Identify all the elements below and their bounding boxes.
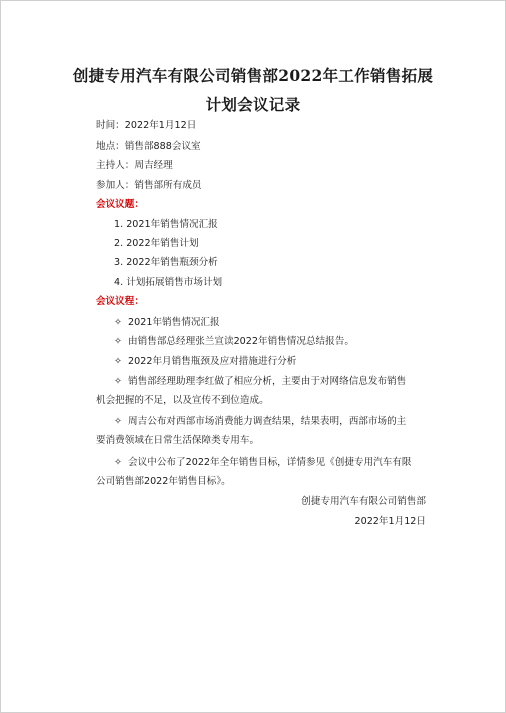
process-bullet-continuation: 要消费领域在日常生活保障类专用车。 bbox=[96, 435, 260, 446]
process-bullet-continuation: 公司销售部2022年销售目标》。 bbox=[96, 476, 231, 487]
process-heading: 会议议程： bbox=[96, 296, 144, 307]
document-title-line2: 计划会议记录 bbox=[205, 95, 301, 114]
agenda-item: 3. 2022年销售瓶颈分析 bbox=[114, 257, 218, 268]
process-bullet-text: 销售部经理助理李红做了相应分析，主要由于对网络信息发布销售 bbox=[128, 376, 407, 387]
meeting-attendees: 参加人：销售部所有成员 bbox=[96, 180, 202, 191]
diamond-bullet-icon: ✧ bbox=[114, 416, 123, 427]
process-bullet-continuation: 机会把握的不足，以及宣传不到位造成。 bbox=[96, 395, 269, 406]
agenda-item: 1. 2021年销售情况汇报 bbox=[114, 219, 218, 230]
signature-org: 创捷专用汽车有限公司销售部 bbox=[301, 496, 426, 507]
process-bullet bbox=[114, 457, 412, 469]
process-bullet-text: 2021年销售情况汇报 bbox=[128, 317, 220, 328]
process-bullet bbox=[114, 416, 406, 428]
agenda-item: 4. 计划拓展销售市场计划 bbox=[114, 277, 223, 288]
diamond-bullet-icon: ✧ bbox=[114, 356, 123, 367]
process-bullet bbox=[114, 336, 354, 348]
process-bullet-text: 周吉公布对西部市场消费能力调查结果，结果表明，西部市场的主 bbox=[128, 416, 407, 427]
document-title-line1: 创捷专用汽车有限公司销售部2022年工作销售拓展 bbox=[72, 66, 434, 85]
signature-date: 2022年1月12日 bbox=[354, 516, 426, 527]
diamond-bullet-icon: ✧ bbox=[114, 376, 123, 387]
meeting-host: 主持人：周吉经理 bbox=[96, 160, 173, 171]
process-bullet bbox=[114, 317, 220, 329]
diamond-bullet-icon: ✧ bbox=[114, 457, 123, 468]
agenda-heading: 会议议题： bbox=[96, 199, 144, 210]
process-bullet-text: 由销售部总经理张兰宣读2022年销售情况总结报告。 bbox=[128, 336, 354, 347]
meeting-time: 时间：2022年1月12日 bbox=[96, 120, 197, 131]
process-bullet-text: 会议中公布了2022年全年销售目标，详情参见《创捷专用汽车有限 bbox=[128, 457, 412, 468]
process-bullet bbox=[114, 376, 406, 388]
process-bullet bbox=[114, 356, 296, 368]
diamond-bullet-icon: ✧ bbox=[114, 336, 123, 347]
meeting-place: 地点：销售部888会议室 bbox=[96, 141, 201, 152]
agenda-item: 2. 2022年销售计划 bbox=[114, 238, 199, 249]
process-bullet-text: 2022年月销售瓶颈及应对措施进行分析 bbox=[128, 356, 297, 367]
diamond-bullet-icon: ✧ bbox=[114, 317, 123, 328]
